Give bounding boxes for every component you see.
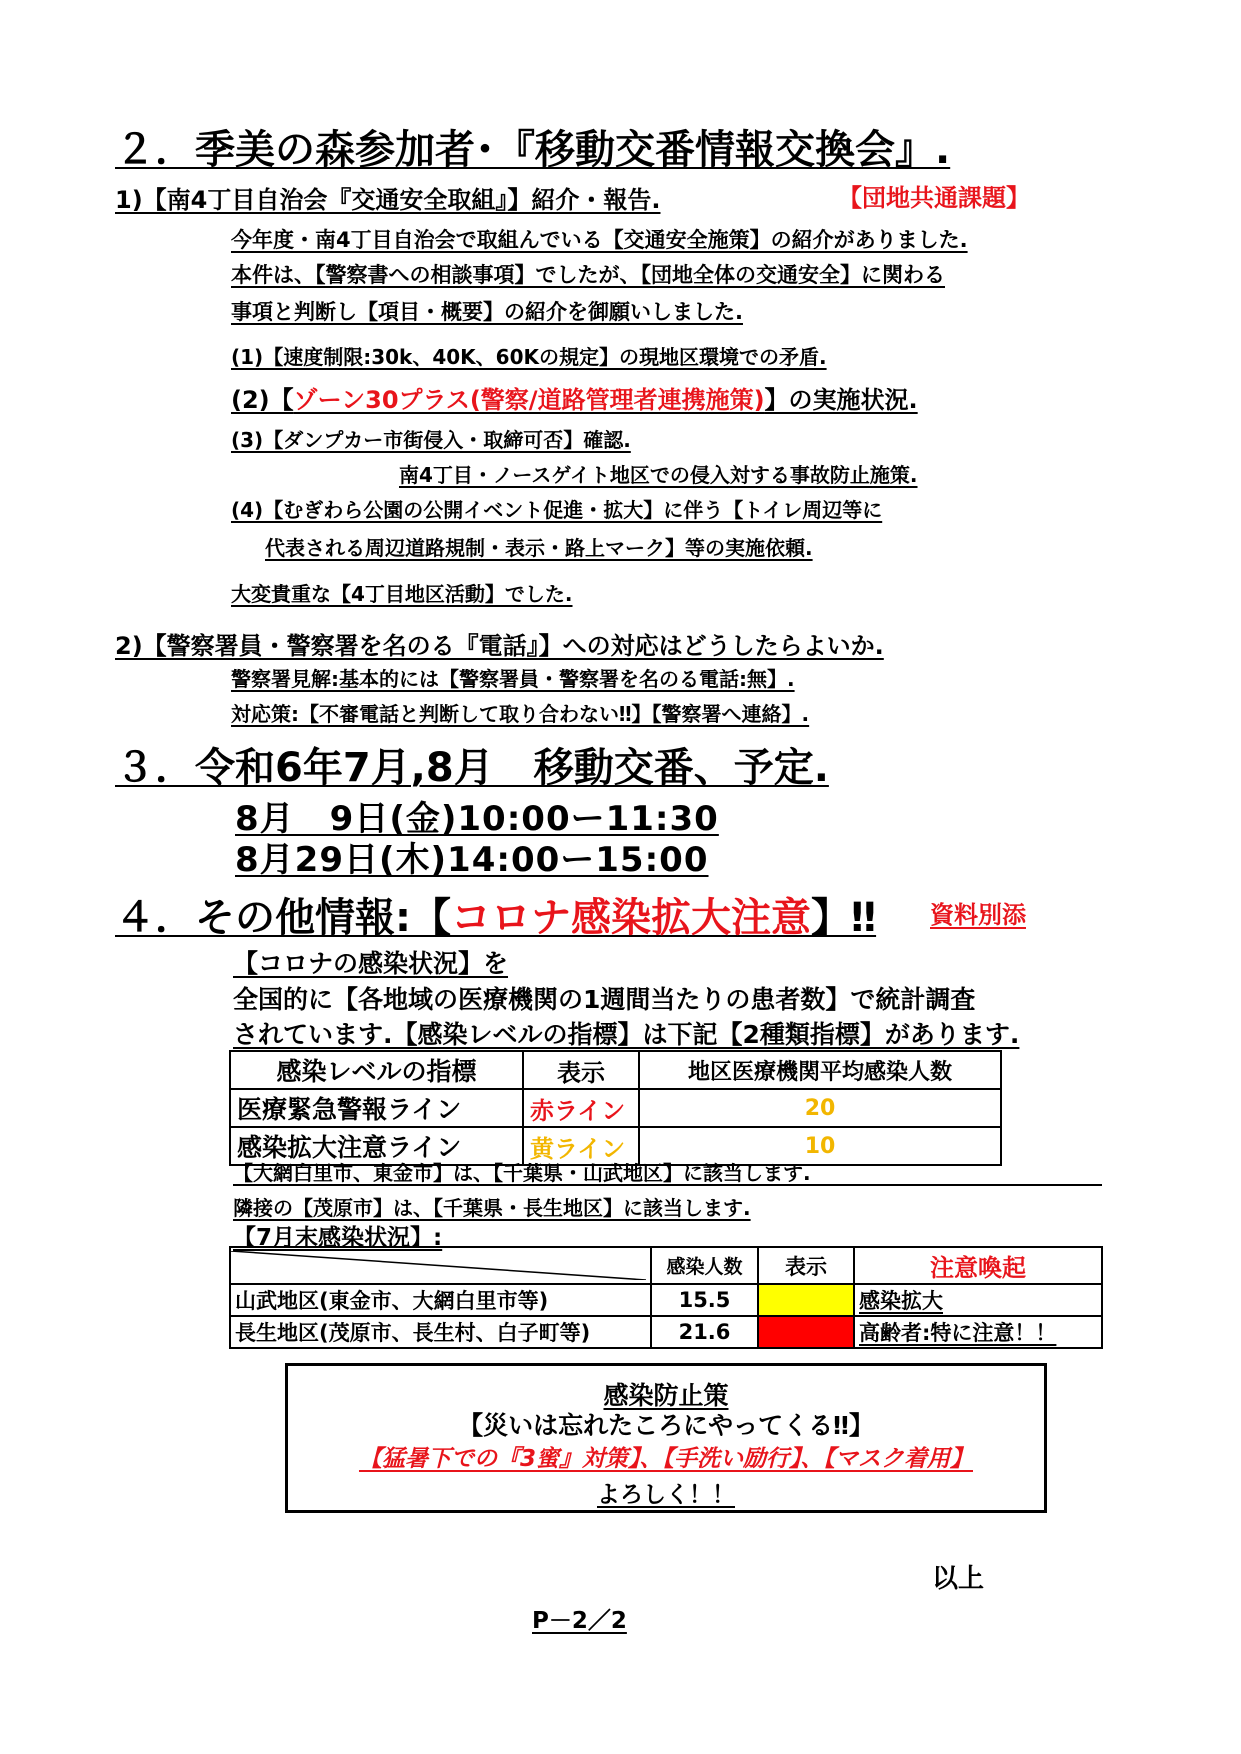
section2-title: ２．季美の森参加者･『移動交番情報交換会』. xyxy=(115,127,951,173)
attachment-note: 資料別添 xyxy=(930,901,1026,929)
infection-count: 15.5 xyxy=(651,1284,758,1316)
item1-line-1: 今年度・南4丁目自治会で取組んでいる【交通安全施策】の紹介がありました. xyxy=(231,228,968,252)
corona-status-intro: 【コロナの感染状況】を xyxy=(233,949,509,978)
header-display: 表示 xyxy=(523,1051,639,1089)
status-heading: 【7月末感染状況】: xyxy=(233,1225,443,1251)
header-diagonal-cell xyxy=(230,1247,651,1284)
diagonal-line xyxy=(231,1251,646,1280)
schedule-date-2: 8月29日(木)14:00ー15:00 xyxy=(235,840,709,880)
header-alert: 注意喚起 xyxy=(854,1247,1102,1284)
table-row xyxy=(230,1089,1001,1127)
infection-count: 21.6 xyxy=(651,1316,758,1348)
area-name: 長生地区(茂原市、長生村、白子町等) xyxy=(230,1316,651,1348)
item1-heading: 1)【南4丁目自治会『交通安全取組』】紹介・報告. xyxy=(115,186,661,214)
prevention-box xyxy=(285,1363,1047,1513)
prevention-slogan: 【災いは忘れたころにやってくる‼】 xyxy=(458,1411,874,1440)
header-display: 表示 xyxy=(758,1247,854,1284)
corona-warning-text: コロナ感染拡大注意 xyxy=(451,895,811,941)
status-color-red xyxy=(758,1316,854,1348)
prevention-title: 感染防止策 xyxy=(603,1381,729,1410)
schedule-date-1: 8月 9日(金)10:00ー11:30 xyxy=(235,799,719,839)
sub-item-4a: (4)【むぎわら公園の公開イベント促進・拡大】に伴う【トイレ周辺等に xyxy=(231,498,883,522)
sub-item-2-prefix: (2)【 xyxy=(231,386,294,414)
corona-status-line-2: されています.【感染レベルの指標】は下記【2種類指標】があります. xyxy=(233,1020,1020,1049)
sub-item-1: (1)【速度制限:30k、40K、60Kの規定】の現地区環境での矛盾. xyxy=(231,345,827,369)
item2-line-2: 対応策:【不審電話と判断して取り合わない‼】【警察署へ連絡】. xyxy=(231,702,810,726)
area-note-1: 【大網白里市、東金市】は、【千葉県・山武地区】に該当します. xyxy=(233,1161,811,1185)
table-row xyxy=(230,1284,1102,1316)
item1-closing: 大変貴重な【4丁目地区活動】でした. xyxy=(231,582,573,606)
indicator-value: 20 xyxy=(639,1089,1001,1127)
area-note-2: 隣接の【茂原市】は、【千葉県・長生地区】に該当します. xyxy=(233,1196,751,1220)
section3-title: ３．令和6年7月,8月 移動交番、予定. xyxy=(115,745,829,791)
prevention-closing: よろしく！！ xyxy=(597,1482,735,1508)
section4-title xyxy=(115,886,876,943)
indicator-display: 黄ライン xyxy=(523,1127,639,1165)
corona-status-line-1: 全国的に【各地域の医療機関の1週間当たりの患者数】で統計調査 xyxy=(233,985,976,1014)
item1-line-2: 本件は、【警察書への相談事項】でしたが、【団地全体の交通安全】に関わる xyxy=(231,263,945,287)
section4-title-prefix: ４．その他情報:【 xyxy=(115,895,451,941)
infection-indicator-table xyxy=(229,1050,1002,1166)
item1-line-3: 事項と判断し【項目・概要】の紹介を御願いしました. xyxy=(231,300,743,324)
indicator-value: 10 xyxy=(639,1127,1001,1165)
table-header-row xyxy=(230,1247,1102,1284)
zone30-plus-text: ゾーン30プラス(警察/道路管理者連携施策) xyxy=(293,386,765,414)
sub-item-2 xyxy=(231,380,918,415)
common-issue-tag: 【団地共通課題】 xyxy=(838,184,1030,212)
indicator-name: 医療緊急警報ライン xyxy=(230,1089,523,1127)
alert-text: 感染拡大 xyxy=(854,1284,1102,1316)
end-mark: 以上 xyxy=(932,1564,985,1594)
prevention-measures: 【猛暑下での『3蜜』対策】、【手洗い励行】、【マスク着用】 xyxy=(358,1446,973,1472)
table-header-row xyxy=(230,1051,1001,1089)
item2-heading: 2)【警察署員・警察署を名のる『電話』】への対応はどうしたらよいか. xyxy=(115,632,884,660)
section4-title-suffix: 】‼ xyxy=(811,895,877,941)
table-row xyxy=(230,1316,1102,1348)
status-color-yellow xyxy=(758,1284,854,1316)
sub-item-4b: 代表される周辺道路規制・表示・路上マーク】等の実施依頼. xyxy=(265,536,813,560)
area-name: 山武地区(東金市、大網白里市等) xyxy=(230,1284,651,1316)
page-number: P－2／2 xyxy=(532,1608,627,1634)
july-status-table xyxy=(229,1246,1103,1349)
item2-line-1: 警察署見解:基本的には【警察署員・警察署を名のる電話:無】. xyxy=(231,667,795,691)
separator-line xyxy=(233,1184,1102,1186)
header-average: 地区医療機関平均感染人数 xyxy=(639,1051,1001,1089)
sub-item-3a: (3)【ダンプカー市街侵入・取締可否】確認. xyxy=(231,428,631,452)
alert-text: 高齢者:特に注意！！ xyxy=(854,1316,1102,1348)
header-indicator: 感染レベルの指標 xyxy=(230,1051,523,1089)
indicator-display: 赤ライン xyxy=(523,1089,639,1127)
indicator-name: 感染拡大注意ライン xyxy=(230,1127,523,1165)
sub-item-3b: 南4丁目・ノースゲイト地区での侵入対する事故防止施策. xyxy=(399,463,918,487)
header-count: 感染人数 xyxy=(651,1247,758,1284)
sub-item-2-suffix: 】の実施状況. xyxy=(764,386,918,414)
